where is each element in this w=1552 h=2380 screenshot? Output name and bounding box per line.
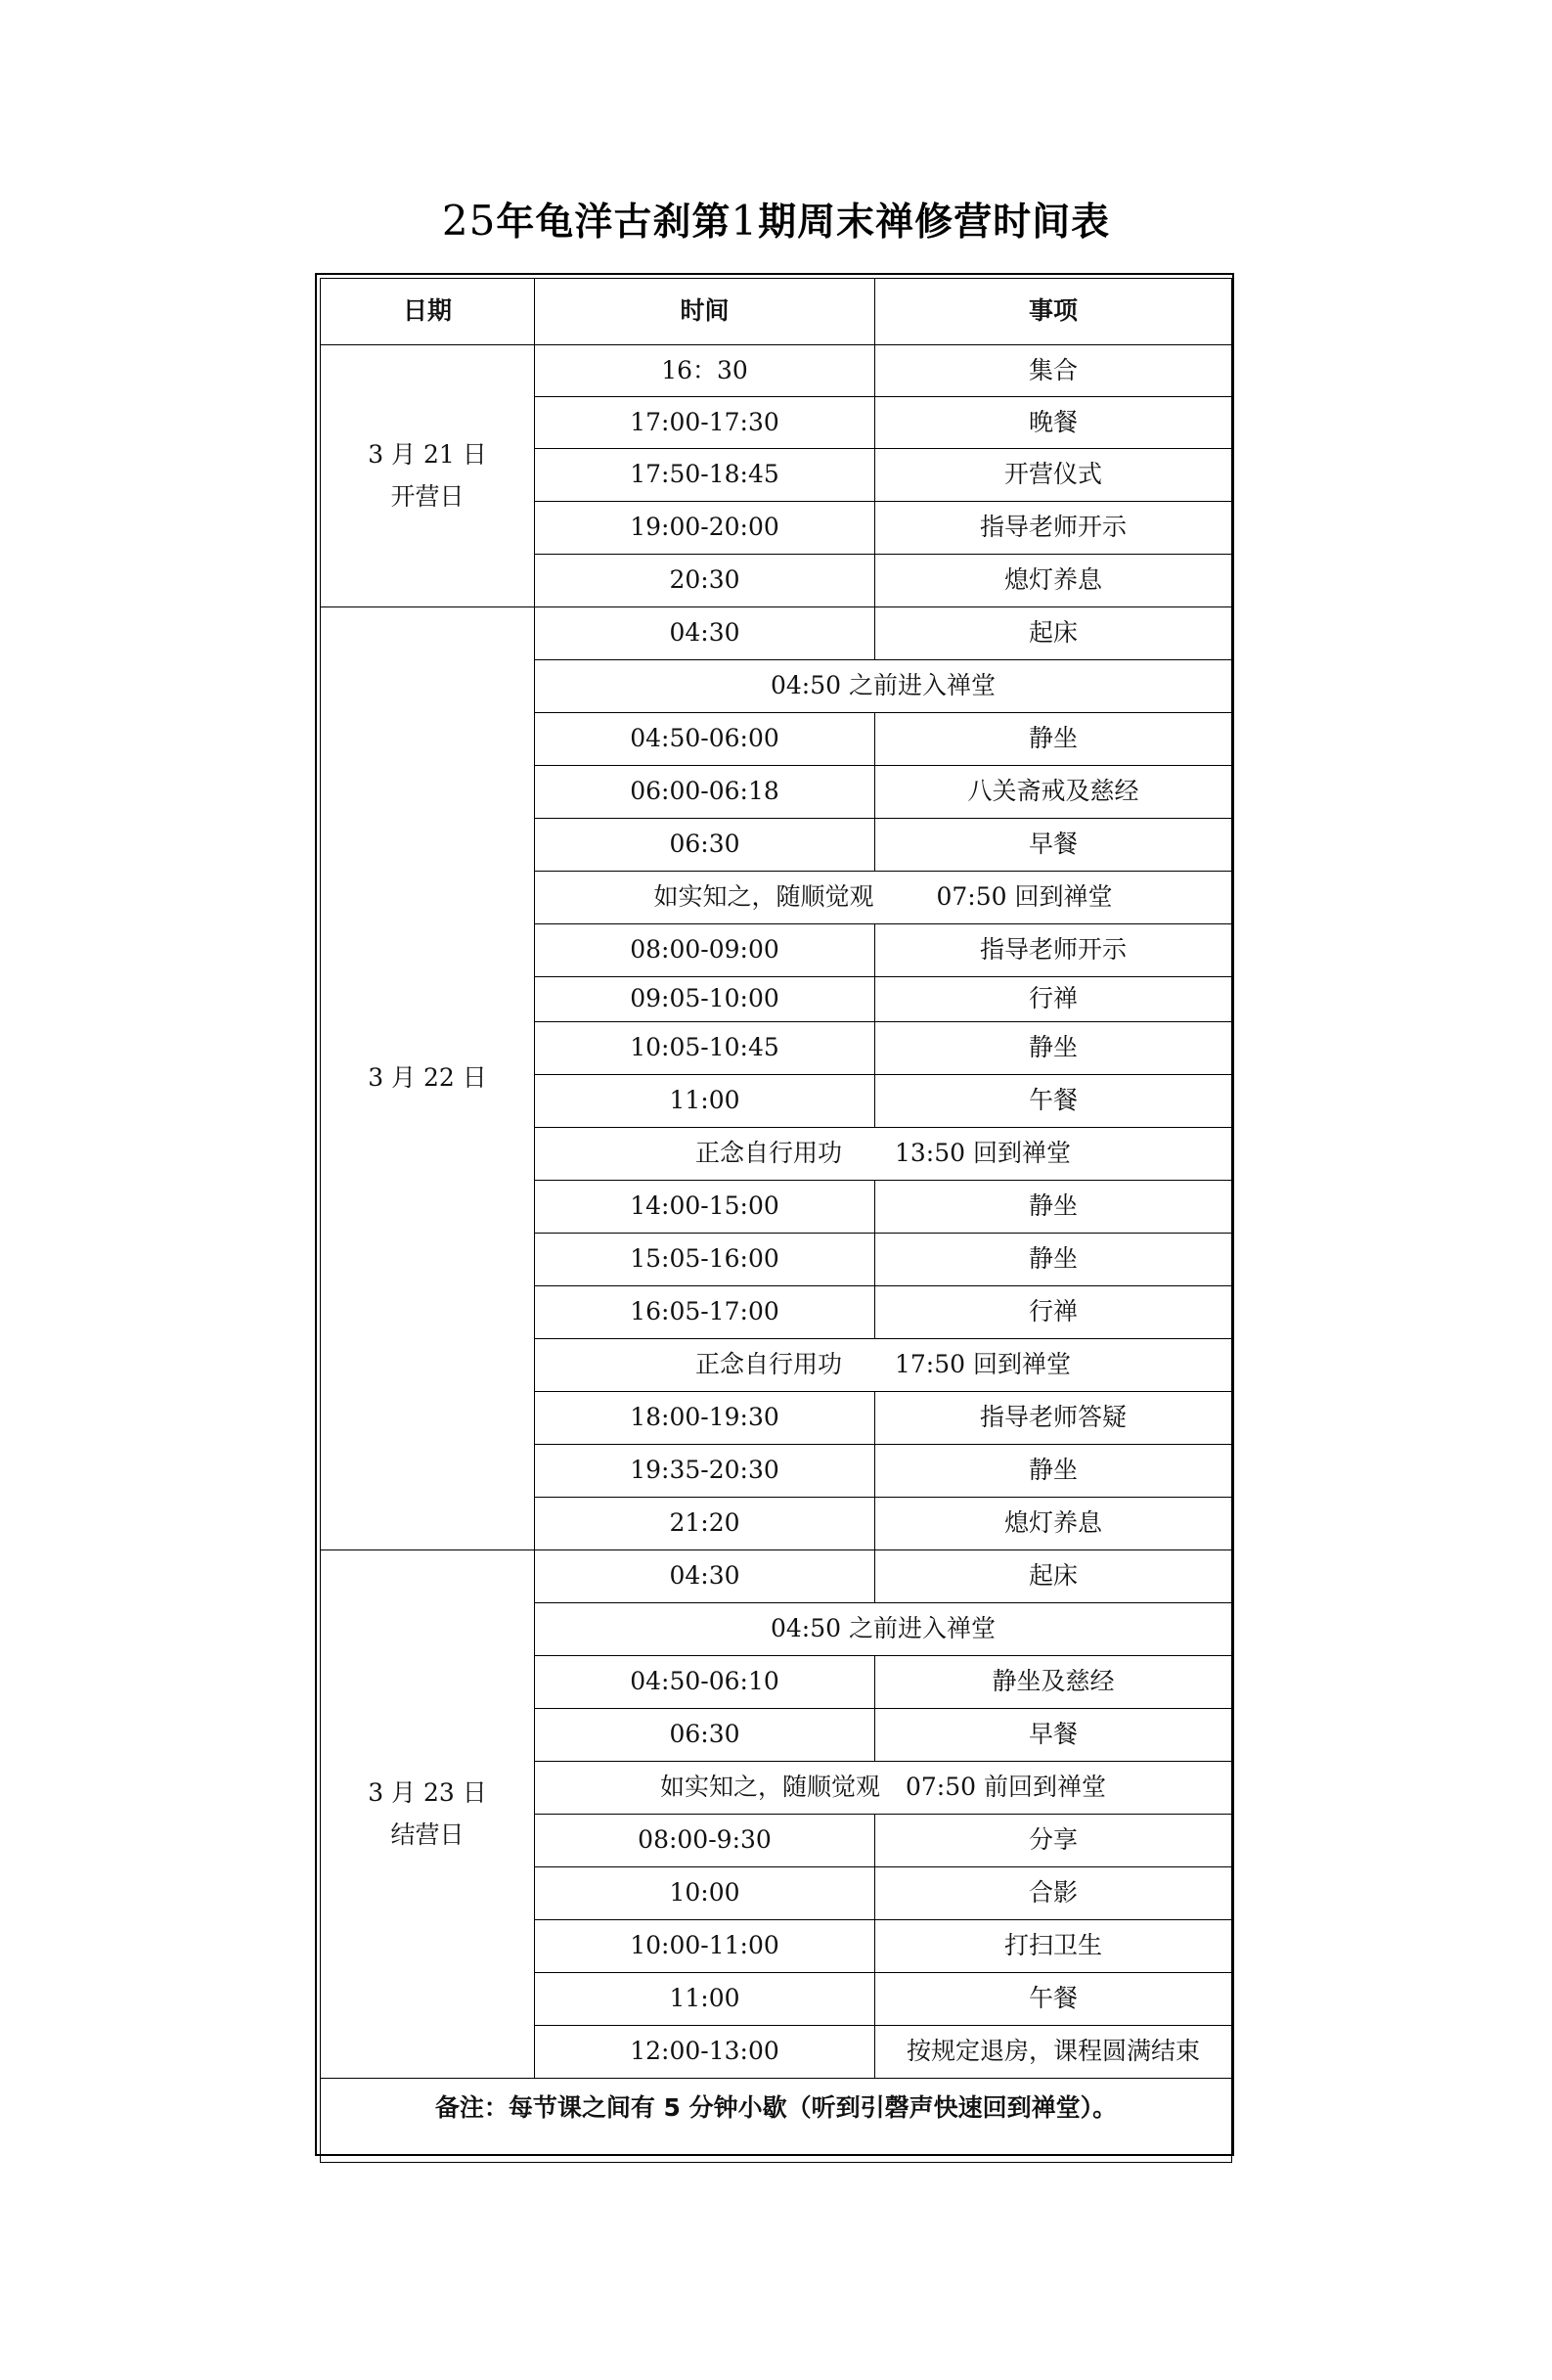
item-cell: 指导老师答疑 — [875, 1392, 1232, 1445]
page-title — [0, 192, 1552, 247]
time-cell: 10:05-10:45 — [535, 1022, 875, 1075]
time-cell: 10:00-11:00 — [535, 1920, 875, 1973]
title-part1: 年龟洋古刹第 — [496, 201, 732, 245]
time-cell: 17:00-17:30 — [535, 397, 875, 449]
date-line: 3 月 21 日 — [368, 440, 487, 469]
header-time: 时间 — [535, 279, 875, 345]
date-line: 3 月 22 日 — [368, 1063, 487, 1093]
item-cell: 行禅 — [875, 1286, 1232, 1339]
table-row — [321, 345, 1232, 397]
time-cell: 21:20 — [535, 1498, 875, 1550]
merged-cell — [535, 1762, 1232, 1815]
item-cell: 早餐 — [875, 819, 1232, 872]
time-cell: 17:50-18:45 — [535, 449, 875, 502]
time-cell: 04:30 — [535, 1550, 875, 1603]
time-cell: 16:05-17:00 — [535, 1286, 875, 1339]
item-cell: 熄灯养息 — [875, 1498, 1232, 1550]
time-cell: 12:00-13:00 — [535, 2026, 875, 2079]
merged-text: 13:50 回到禅堂 — [895, 1139, 1071, 1168]
time-cell: 04:30 — [535, 607, 875, 660]
date-cell-day1 — [321, 345, 535, 607]
title-year: 25 — [441, 197, 497, 245]
merged-text: 正念自行用功 — [694, 1350, 842, 1379]
merged-text: 07:50 前回到禅堂 — [906, 1773, 1106, 1802]
item-cell: 午餐 — [875, 1075, 1232, 1128]
time-cell: 14:00-15:00 — [535, 1181, 875, 1234]
schedule-frame — [315, 273, 1234, 2156]
item-cell: 八关斋戒及慈经 — [875, 766, 1232, 819]
item-cell: 分享 — [875, 1815, 1232, 1867]
merged-cell: 04:50 之前进入禅堂 — [535, 660, 1232, 713]
merged-cell — [535, 1128, 1232, 1181]
date-line: 3 月 23 日 — [368, 1778, 487, 1807]
merged-cell — [535, 872, 1232, 924]
table-row — [321, 1550, 1232, 1603]
time-cell: 08:00-9:30 — [535, 1815, 875, 1867]
header-date: 日期 — [321, 279, 535, 345]
time-cell: 18:00-19:30 — [535, 1392, 875, 1445]
item-cell: 合影 — [875, 1867, 1232, 1920]
item-cell: 静坐及慈经 — [875, 1656, 1232, 1709]
date-cell-day3 — [321, 1550, 535, 2079]
item-cell: 指导老师开示 — [875, 924, 1232, 977]
time-cell: 09:05-10:00 — [535, 977, 875, 1022]
time-cell: 06:30 — [535, 1709, 875, 1762]
item-cell: 午餐 — [875, 1973, 1232, 2026]
date-cell-day2 — [321, 607, 535, 1550]
item-cell: 指导老师开示 — [875, 502, 1232, 555]
merged-text: 17:50 回到禅堂 — [895, 1350, 1071, 1379]
item-cell: 静坐 — [875, 1022, 1232, 1075]
header-item: 事项 — [875, 279, 1232, 345]
time-cell: 19:35-20:30 — [535, 1445, 875, 1498]
item-cell: 起床 — [875, 1550, 1232, 1603]
time-cell: 19:00-20:00 — [535, 502, 875, 555]
time-cell: 15:05-16:00 — [535, 1234, 875, 1286]
item-cell: 集合 — [875, 345, 1232, 397]
item-cell: 起床 — [875, 607, 1232, 660]
time-cell: 16：30 — [535, 345, 875, 397]
merged-cell: 04:50 之前进入禅堂 — [535, 1603, 1232, 1656]
time-cell: 11:00 — [535, 1973, 875, 2026]
title-part2: 期周末禅修营时间表 — [758, 201, 1111, 245]
merged-text: 如实知之，随顺觉观 — [653, 882, 874, 912]
time-cell: 08:00-09:00 — [535, 924, 875, 977]
item-cell: 早餐 — [875, 1709, 1232, 1762]
item-cell: 静坐 — [875, 1181, 1232, 1234]
item-cell: 行禅 — [875, 977, 1232, 1022]
time-cell: 06:00-06:18 — [535, 766, 875, 819]
schedule-table — [320, 278, 1232, 2163]
title-issue: 1 — [731, 197, 759, 245]
time-cell: 06:30 — [535, 819, 875, 872]
merged-text: 正念自行用功 — [694, 1139, 842, 1168]
time-cell: 04:50-06:10 — [535, 1656, 875, 1709]
item-cell: 开营仪式 — [875, 449, 1232, 502]
date-label: 开营日 — [390, 481, 465, 511]
time-cell: 04:50-06:00 — [535, 713, 875, 766]
item-cell: 静坐 — [875, 713, 1232, 766]
item-cell: 静坐 — [875, 1445, 1232, 1498]
item-cell: 静坐 — [875, 1234, 1232, 1286]
time-cell: 20:30 — [535, 555, 875, 607]
table-row — [321, 607, 1232, 660]
item-cell: 熄灯养息 — [875, 555, 1232, 607]
time-cell: 11:00 — [535, 1075, 875, 1128]
header-row — [321, 279, 1232, 345]
note-row — [321, 2079, 1232, 2163]
item-cell: 打扫卫生 — [875, 1920, 1232, 1973]
time-cell: 10:00 — [535, 1867, 875, 1920]
item-cell: 按规定退房，课程圆满结束 — [875, 2026, 1232, 2079]
date-label: 结营日 — [390, 1819, 465, 1849]
item-cell: 晚餐 — [875, 397, 1232, 449]
merged-text: 如实知之，随顺觉观 — [659, 1773, 880, 1802]
merged-cell — [535, 1339, 1232, 1392]
note-cell: 备注：每节课之间有 5 分钟小歇（听到引磬声快速回到禅堂）。 — [321, 2079, 1232, 2163]
merged-text: 07:50 回到禅堂 — [936, 882, 1113, 912]
